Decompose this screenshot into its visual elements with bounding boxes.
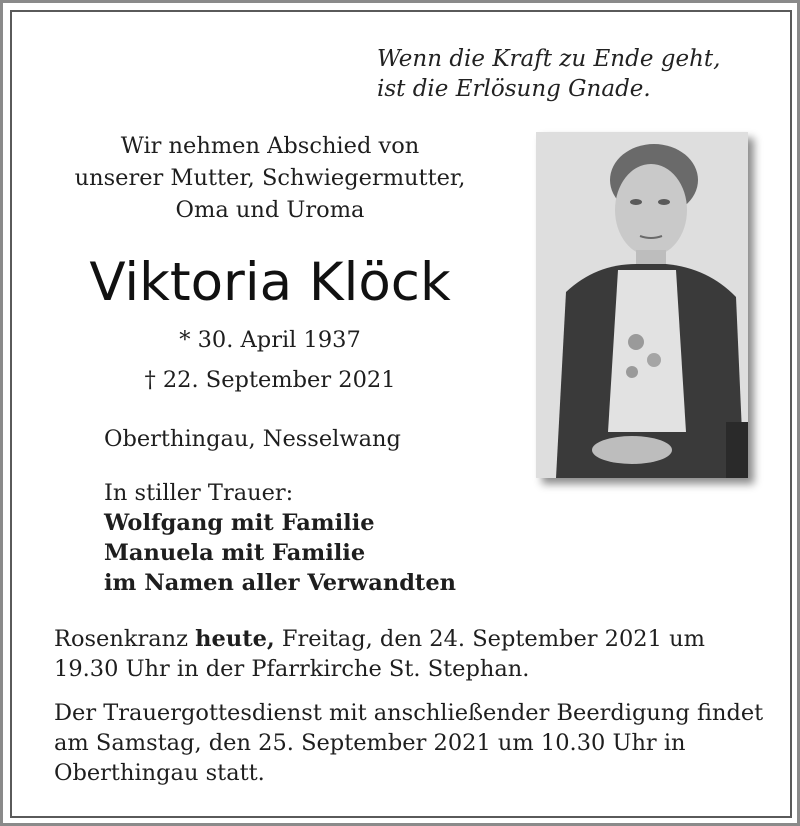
- funeral-notice: Der Trauergottesdienst mit anschließender Beerdigung findet am Samstag, den 25. September 2021 um 10.30 Uhr in Oberthingau statt.: [54, 700, 764, 786]
- rosary-details: Freitag, den 24. September 2021 um 19.30 Uhr in der Pfarrkirche St. Stephan.: [54, 626, 705, 682]
- mourner-1: Wolfgang mit Familie: [104, 510, 375, 536]
- intro-text: [30, 130, 510, 226]
- motto: [330, 44, 740, 104]
- deceased-name: Viktoria Klöck: [89, 252, 451, 313]
- motto-line-2: ist die Erlösung Gnade.: [377, 76, 651, 102]
- mourners-heading: In stiller Trauer:: [104, 480, 294, 506]
- rosary-notice: [54, 624, 774, 684]
- intro-line-3: Oma und Uroma: [175, 197, 365, 223]
- portrait-image: [536, 132, 748, 478]
- rosary-prefix: Rosenkranz: [54, 626, 196, 652]
- mourner-3: im Namen aller Verwandten: [104, 570, 456, 596]
- intro-line-2: unserer Mutter, Schwiegermutter,: [74, 165, 466, 191]
- portrait-photo: [536, 132, 748, 478]
- rosary-today: heute,: [195, 626, 275, 652]
- mourners-block: [104, 478, 456, 598]
- intro-line-1: Wir nehmen Abschied von: [120, 133, 420, 159]
- motto-line-1: Wenn die Kraft zu Ende geht,: [377, 46, 721, 72]
- life-dates: [30, 320, 510, 400]
- places: Oberthingau, Nesselwang: [104, 426, 401, 452]
- mourner-2: Manuela mit Familie: [104, 540, 366, 566]
- death-date: † 22. September 2021: [144, 367, 396, 393]
- birth-date: * 30. April 1937: [179, 327, 361, 353]
